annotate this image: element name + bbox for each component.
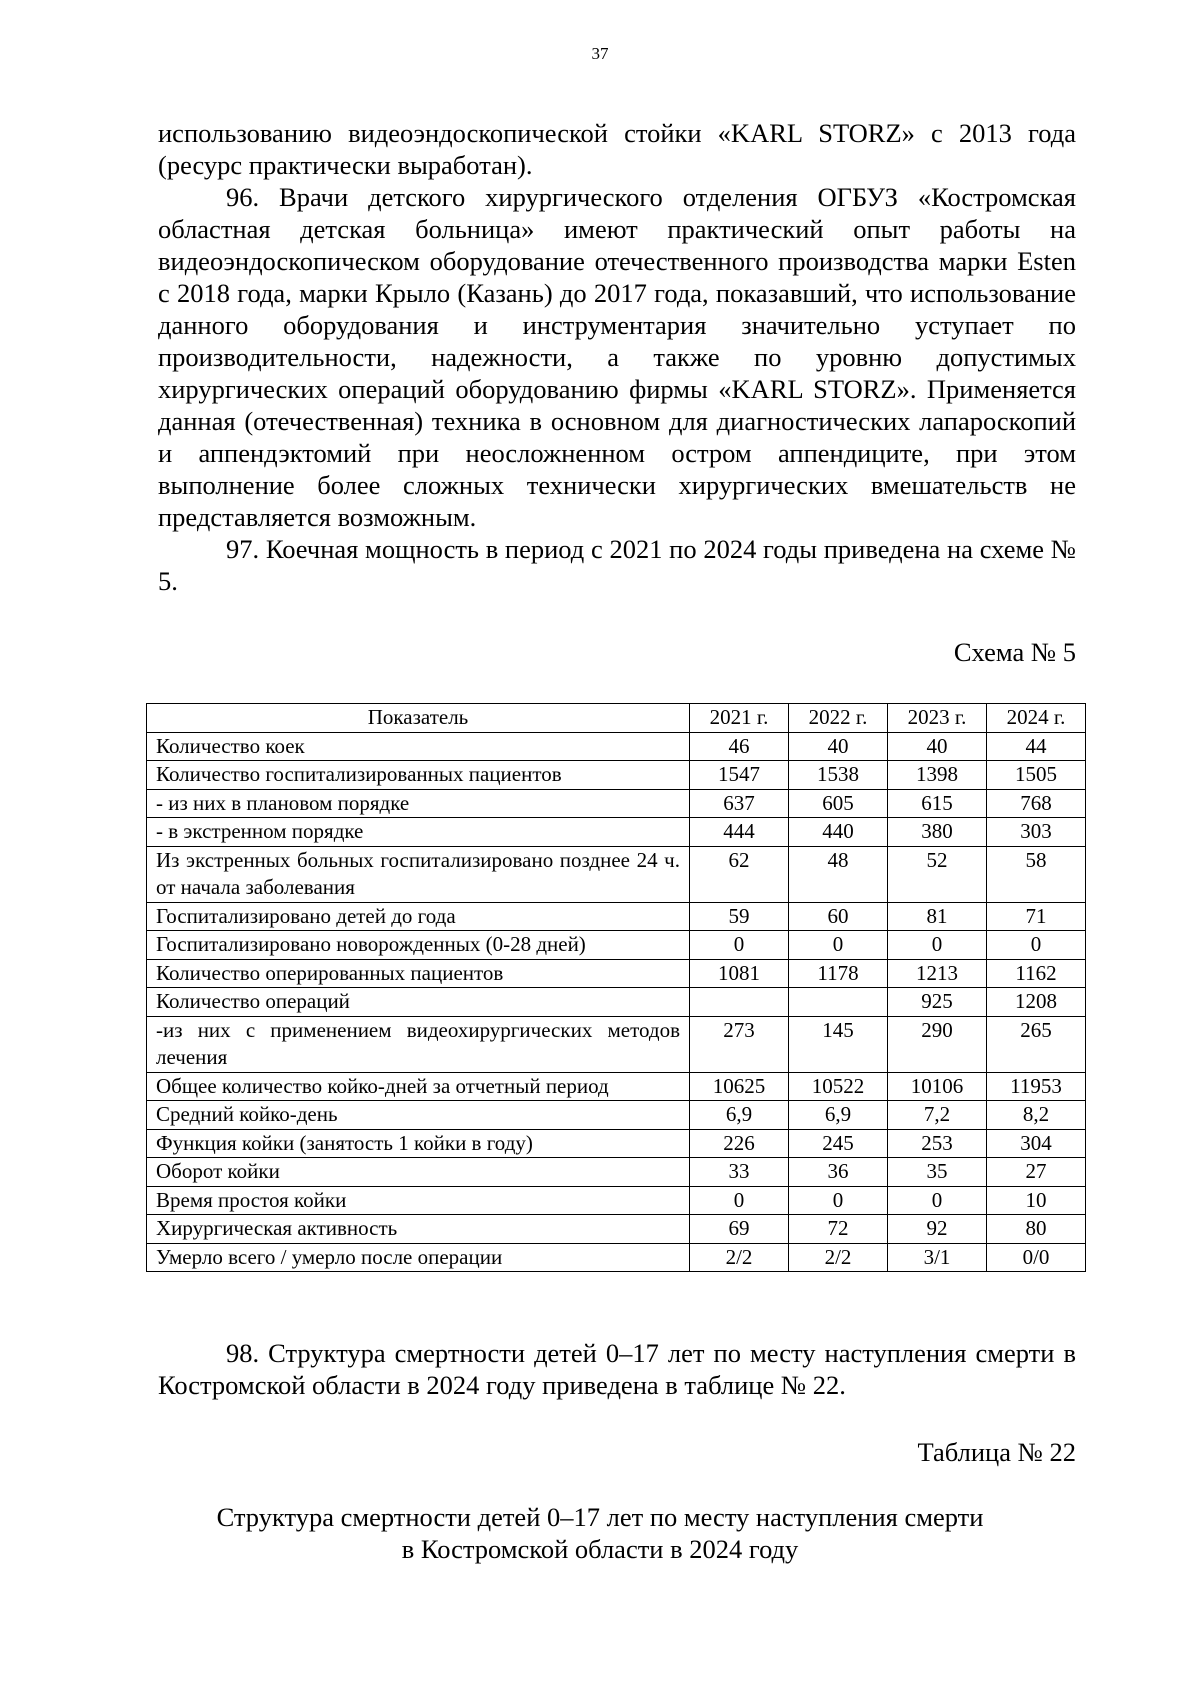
row-value: 0	[987, 931, 1086, 960]
row-value: 10522	[789, 1072, 888, 1101]
row-value: 615	[888, 789, 987, 818]
row-value: 3/1	[888, 1243, 987, 1272]
row-value	[690, 988, 789, 1017]
table-row	[147, 1101, 1086, 1130]
row-value: 69	[690, 1215, 789, 1244]
row-value: 8,2	[987, 1101, 1086, 1130]
row-value: 0	[888, 931, 987, 960]
row-value: 440	[789, 818, 888, 847]
row-value: 35	[888, 1158, 987, 1187]
row-value: 10625	[690, 1072, 789, 1101]
row-value: 46	[690, 732, 789, 761]
row-value: 2/2	[690, 1243, 789, 1272]
table-22-title	[0, 1501, 1200, 1565]
table-row	[147, 931, 1086, 960]
row-value: 226	[690, 1129, 789, 1158]
row-indicator: Средний койко-день	[147, 1101, 690, 1130]
table-22-title-line: Структура смертности детей 0–17 лет по месту наступления смерти	[216, 1502, 984, 1532]
row-indicator: Количество операций	[147, 988, 690, 1017]
paragraph-96: 96. Врачи детского хирургического отделения ОГБУЗ «Костромская областная детская больница» имеют практический опыт работы на видеоэндоскопическом оборудование отечественного производства марки Esten с 2018 года, марки Крыло (Казань) до 2017 года, показавший, что использование данного оборудования и инструментария значительно уступает по производительности, надежности, а также по уровню допустимых хирургических операций оборудованию фирмы «KARL STORZ». Применяется данная (отечественная) техника в основном для диагностических лапароскопий и аппендэктомий при неосложненном остром аппендиците, при этом выполнение более сложных технически хирургических вмешательств не представляется возможным.	[158, 182, 1076, 532]
row-value: 62	[690, 846, 789, 902]
row-indicator: Госпитализировано детей до года	[147, 902, 690, 931]
table-row	[147, 1016, 1086, 1072]
row-indicator: Количество коек	[147, 732, 690, 761]
row-value: 7,2	[888, 1101, 987, 1130]
row-indicator: Время простоя койки	[147, 1186, 690, 1215]
row-indicator: - в экстренном порядке	[147, 818, 690, 847]
row-value: 1505	[987, 761, 1086, 790]
row-value: 0	[789, 1186, 888, 1215]
row-value: 10106	[888, 1072, 987, 1101]
row-value: 48	[789, 846, 888, 902]
row-value: 59	[690, 902, 789, 931]
row-value: 0	[690, 1186, 789, 1215]
table-22-label: Таблица № 22	[917, 1437, 1076, 1467]
row-value: 245	[789, 1129, 888, 1158]
header-year: 2022 г.	[789, 704, 888, 733]
header-indicator: Показатель	[147, 704, 690, 733]
table-row	[147, 1215, 1086, 1244]
row-value: 40	[888, 732, 987, 761]
row-value: 1398	[888, 761, 987, 790]
page-number: 37	[591, 44, 609, 63]
row-value: 52	[888, 846, 987, 902]
table-row	[147, 1186, 1086, 1215]
table-row	[147, 789, 1086, 818]
row-indicator: Функция койки (занятость 1 койки в году)	[147, 1129, 690, 1158]
row-value: 10	[987, 1186, 1086, 1215]
row-value: 768	[987, 789, 1086, 818]
row-indicator: Оборот койки	[147, 1158, 690, 1187]
table-row	[147, 1243, 1086, 1272]
row-value: 36	[789, 1158, 888, 1187]
row-indicator: Общее количество койко-дней за отчетный период	[147, 1072, 690, 1101]
row-value: 0	[690, 931, 789, 960]
row-value: 6,9	[690, 1101, 789, 1130]
row-value: 71	[987, 902, 1086, 931]
row-value: 1208	[987, 988, 1086, 1017]
paragraph-continuation: использованию видеоэндоскопической стойки «KARL STORZ» с 2013 года (ресурс практически выработан).	[158, 118, 1076, 180]
row-value: 60	[789, 902, 888, 931]
row-indicator: -из них с применением видеохирургических методов лечения	[147, 1016, 690, 1072]
row-value: 637	[690, 789, 789, 818]
paragraph-98	[158, 1337, 1076, 1401]
row-value: 40	[789, 732, 888, 761]
header-year: 2023 г.	[888, 704, 987, 733]
row-value: 44	[987, 732, 1086, 761]
row-value: 380	[888, 818, 987, 847]
bed-capacity-table	[146, 703, 1086, 1272]
table-row	[147, 1158, 1086, 1187]
row-value: 1081	[690, 959, 789, 988]
table-row	[147, 902, 1086, 931]
table-row	[147, 1072, 1086, 1101]
row-indicator: Из экстренных больных госпитализировано позднее 24 ч. от начала заболевания	[147, 846, 690, 902]
row-value: 1162	[987, 959, 1086, 988]
row-value: 33	[690, 1158, 789, 1187]
row-indicator: - из них в плановом порядке	[147, 789, 690, 818]
header-year: 2024 г.	[987, 704, 1086, 733]
row-value: 6,9	[789, 1101, 888, 1130]
paragraph-98-text: 98. Структура смертности детей 0–17 лет по месту наступления смерти в Костромской области в 2024 году приведена в таблице № 22.	[158, 1338, 1076, 1400]
row-value: 58	[987, 846, 1086, 902]
row-value: 925	[888, 988, 987, 1017]
row-value	[789, 988, 888, 1017]
row-value: 290	[888, 1016, 987, 1072]
row-indicator: Умерло всего / умерло после операции	[147, 1243, 690, 1272]
table-row	[147, 846, 1086, 902]
row-value: 1538	[789, 761, 888, 790]
row-indicator: Количество оперированных пациентов	[147, 959, 690, 988]
row-indicator: Госпитализировано новорожденных (0-28 дней)	[147, 931, 690, 960]
row-value: 265	[987, 1016, 1086, 1072]
row-value: 1213	[888, 959, 987, 988]
table-row	[147, 1129, 1086, 1158]
row-value: 2/2	[789, 1243, 888, 1272]
row-value: 27	[987, 1158, 1086, 1187]
row-value: 304	[987, 1129, 1086, 1158]
row-value: 81	[888, 902, 987, 931]
row-value: 80	[987, 1215, 1086, 1244]
row-value: 273	[690, 1016, 789, 1072]
row-value: 605	[789, 789, 888, 818]
table-row	[147, 761, 1086, 790]
table-row	[147, 959, 1086, 988]
row-value: 72	[789, 1215, 888, 1244]
row-value: 1178	[789, 959, 888, 988]
header-year: 2021 г.	[690, 704, 789, 733]
row-value: 303	[987, 818, 1086, 847]
body-text	[158, 117, 1076, 597]
scheme-label: Схема № 5	[953, 637, 1076, 667]
row-value: 92	[888, 1215, 987, 1244]
paragraph-97: 97. Коечная мощность в период с 2021 по 2024 годы приведена на схеме № 5.	[158, 534, 1076, 596]
row-indicator: Количество госпитализированных пациентов	[147, 761, 690, 790]
row-value: 0	[789, 931, 888, 960]
row-value: 444	[690, 818, 789, 847]
row-value: 1547	[690, 761, 789, 790]
row-value: 0/0	[987, 1243, 1086, 1272]
table-row	[147, 818, 1086, 847]
row-value: 253	[888, 1129, 987, 1158]
table-22-title-line: в Костромской области в 2024 году	[401, 1534, 799, 1564]
row-value: 0	[888, 1186, 987, 1215]
table-row	[147, 732, 1086, 761]
row-value: 11953	[987, 1072, 1086, 1101]
row-value: 145	[789, 1016, 888, 1072]
table-row	[147, 988, 1086, 1017]
table-header-row	[147, 704, 1086, 733]
row-indicator: Хирургическая активность	[147, 1215, 690, 1244]
